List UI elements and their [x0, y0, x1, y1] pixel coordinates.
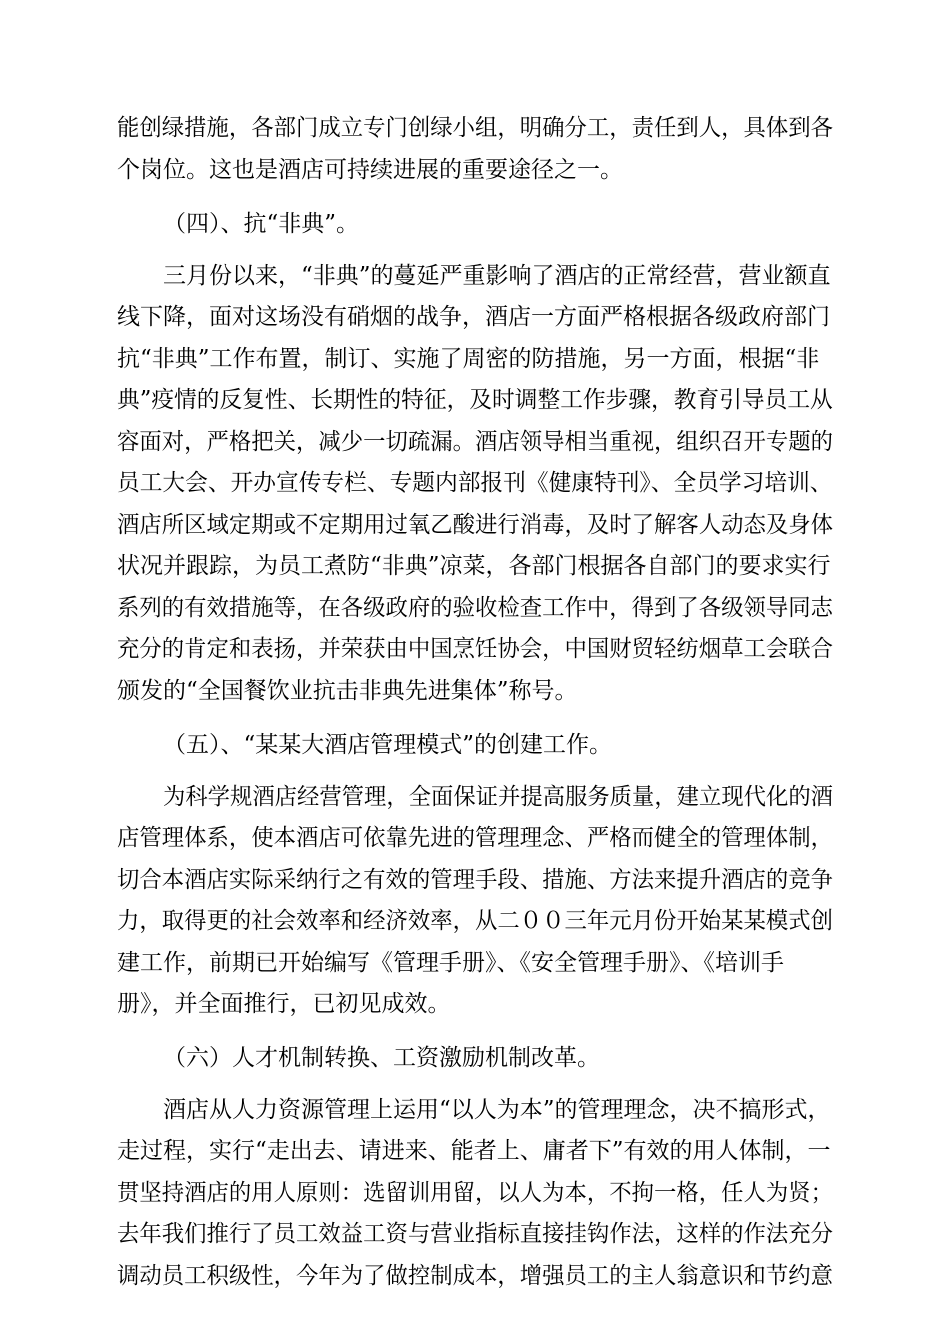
text-line: 为科学规酒店经营管理，全面保证并提高服务质量，建立现代化的酒	[163, 784, 833, 810]
text-line: 酒店从人力资源管理上运用“以人为本”的管理理念，决不搞形式，	[163, 1097, 831, 1123]
text-line: 员工大会、开办宣传专栏、专题内部报刊《健康特刊》、全员学习培训、	[117, 470, 833, 496]
text-line: 走过程，实行“走出去、请进来、能者上、庸者下”有效的用人体制，一	[117, 1138, 831, 1164]
text-line: 充分的肯定和表扬，并荣获由中国烹饪协会，中国财贸轻纺烟草工会联合	[117, 636, 833, 662]
text-line: 去年我们推行了员工效益工资与营业指标直接挂钩作法，这样的作法充分	[117, 1221, 833, 1247]
text-line: 切合本酒店实际采纳行之有效的管理手段、措施、方法来提升酒店的竞争	[117, 867, 833, 893]
section-heading: （四）、抗“非典”。	[163, 211, 360, 237]
text-line: 系列的有效措施等，在各级政府的验收检查工作中，得到了各级领导同志	[117, 595, 833, 621]
text-line: 建工作，前期已开始编写《管理手册》、《安全管理手册》、《培训手	[117, 950, 784, 976]
text-line: 调动员工积级性，今年为了做控制成本，增强员工的主人翁意识和节约意	[117, 1263, 833, 1289]
text-line: 个岗位。这也是酒店可持续进展的重要途径之一。	[117, 157, 623, 183]
text-line: 力，取得更的社会效率和经济效率，从二００三年元月份开始某某模式创	[117, 908, 833, 934]
text-line: 三月份以来，“非典”的蔓延严重影响了酒店的正常经营，营业额直	[163, 263, 831, 289]
text-line: 贯坚持酒店的用人原则：选留训用留，以人为本，不拘一格，任人为贤；	[117, 1180, 833, 1206]
text-line: 容面对，严格把关，减少一切疏漏。酒店领导相当重视，组织召开专题的	[117, 429, 833, 455]
text-line: 典”疫情的反复性、长期性的特征，及时调整工作步骤，教育引导员工从	[117, 387, 833, 413]
text-line: 抗“非典”工作布置，制订、实施了周密的防措施，另一方面，根据“非	[117, 346, 820, 372]
text-line: 店管理体系，使本酒店可依靠先进的管理理念、严格而健全的管理体制，	[117, 825, 833, 851]
section-heading: （六）人才机制转换、工资激励机制改革。	[163, 1045, 600, 1071]
text-line: 册》，并全面推行，已初见成效。	[117, 991, 451, 1017]
section-heading: （五）、“某某大酒店管理模式”的创建工作。	[163, 732, 613, 758]
text-line: 酒店所区域定期或不定期用过氧乙酸进行消毒，及时了解客人动态及身体	[117, 512, 833, 538]
text-line: 线下降，面对这场没有硝烟的战争，酒店一方面严格根据各级政府部门	[117, 304, 830, 330]
text-line: 能创绿措施，各部门成立专门创绿小组，明确分工，责任到人，具体到各	[117, 115, 833, 141]
text-line: 颁发的“全国餐饮业抗击非典先进集体”称号。	[117, 678, 578, 704]
text-line: 状况并跟踪，为员工煮防“非典”凉菜，各部门根据各自部门的要求实行	[117, 553, 831, 579]
